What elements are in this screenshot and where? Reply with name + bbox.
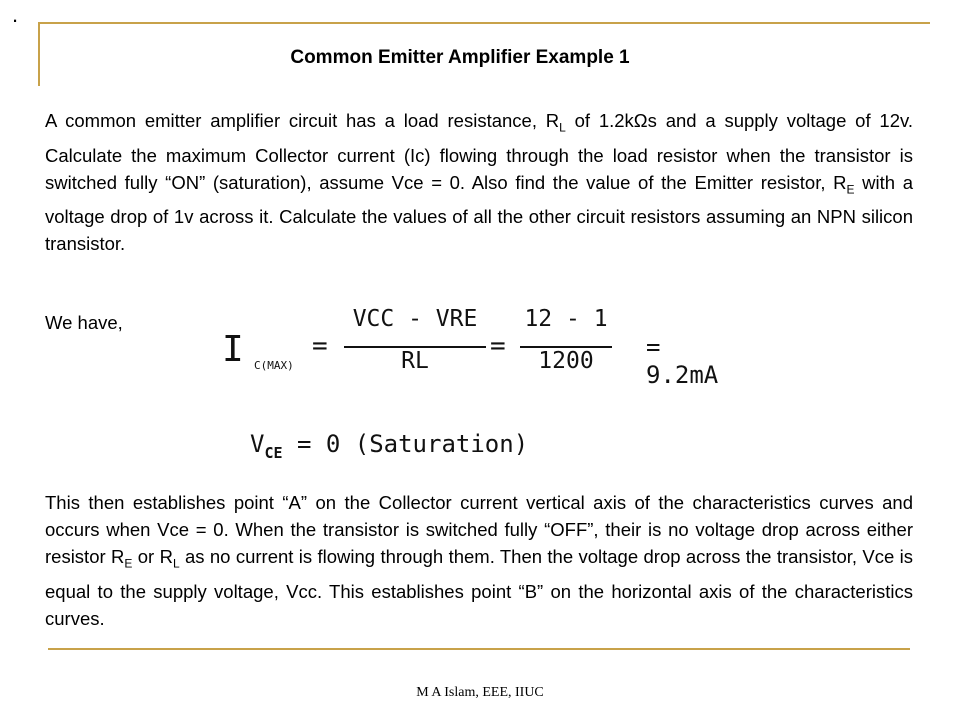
fraction-bar [344, 346, 486, 348]
formula-equals-2: = [490, 331, 506, 361]
slide-title: Common Emitter Amplifier Example 1 [290, 47, 630, 68]
fraction-denominator: RL [401, 348, 429, 374]
top-rule [38, 22, 930, 24]
formula-lhs: I [222, 329, 244, 370]
vce-equation: $V_{CE} = 0$ (Saturation) [250, 430, 529, 462]
collector-current-formula [222, 306, 742, 398]
explanation-paragraph: This then establishes point “A” on the Collector current vertical axis of the characteristics curves and occurs when Vce = 0. When the transistor is switched fully “OFF”, their is no voltage drop across either resistor $R_E$ or $R_L$ as no current is flowing through them. Then the voltage drop across the transistor, Vce is equal to the supply voltage, Vcc. This establishes point “B” on the horizontal axis of the characteristics curves. [45, 492, 913, 629]
fraction-numerator: 12 - 1 [524, 306, 608, 332]
we-have-label: We have, [45, 312, 123, 333]
fraction-denominator: 1200 [538, 348, 594, 374]
formula-equals-1: = [312, 331, 328, 361]
formula-result: = 9.2mA [646, 333, 719, 389]
fraction-numerator: VCC - VRE [352, 306, 478, 332]
bottom-rule [48, 648, 910, 650]
problem-statement: A common emitter amplifier circuit has a load resistance, $R_L$ of 1.2kΩs and a supply voltage of 12v. Calculate the maximum Collector current (Ic) flowing through the load resistor when the transistor is switched fully “ON” (saturation), assume Vce = 0. Also find the value of the Emitter resistor, $R_E$ with a voltage drop of 1v across it. Calculate the values of all the other circuit resistors assuming an NPN silicon transistor. [45, 110, 913, 255]
corner-dot: . [12, 2, 19, 27]
fraction-bar [520, 346, 612, 348]
formula-fraction-numeric [520, 306, 612, 374]
formula-lhs-subscript: C(MAX) [254, 359, 294, 372]
formula-fraction-symbolic [344, 306, 486, 374]
slide-footer: M A Islam, EEE, IIUC [416, 685, 544, 700]
